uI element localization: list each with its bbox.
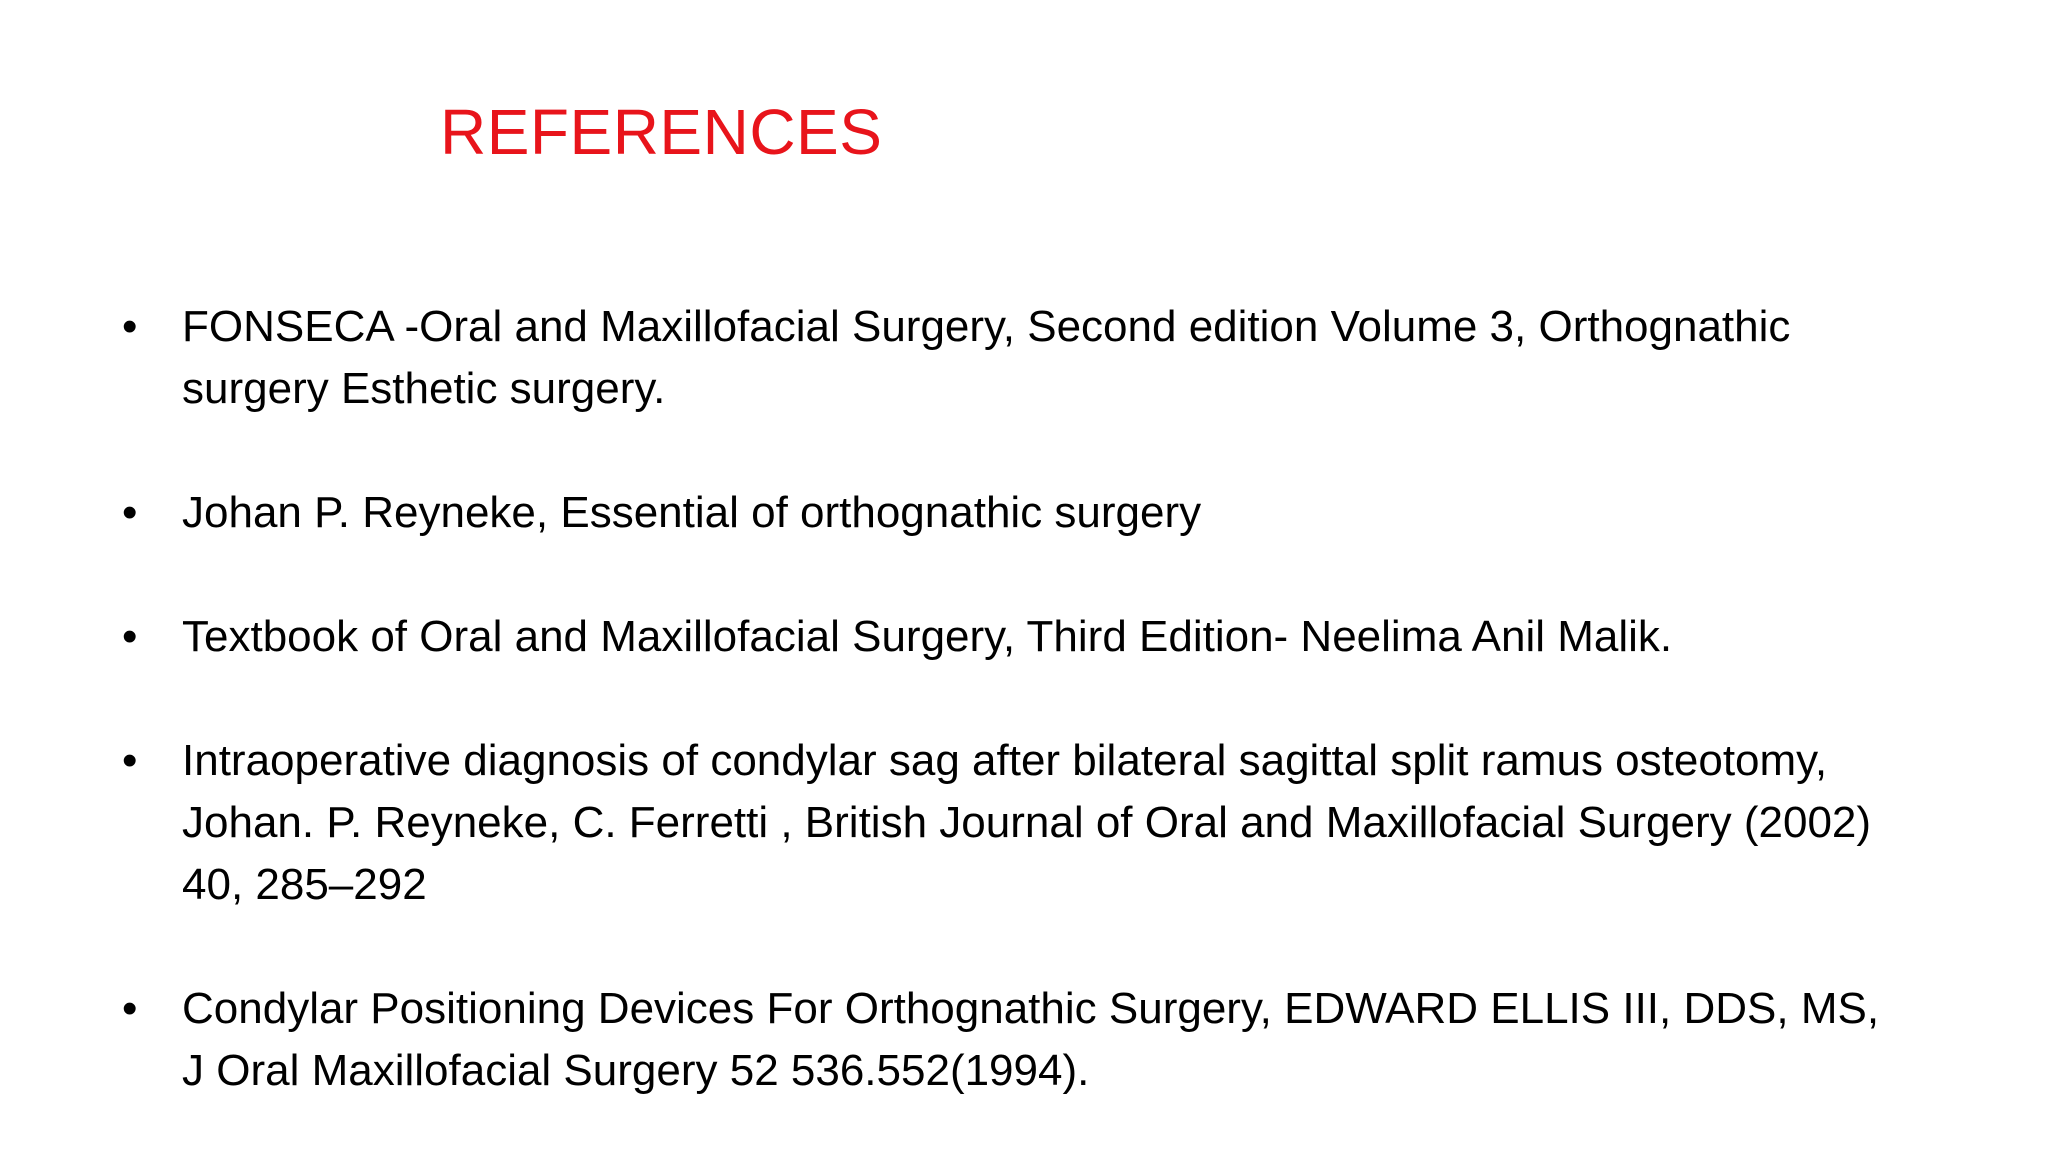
bullet-icon: • [122,302,138,351]
reference-item-2 [120,482,1900,544]
reference-list [120,296,1900,1102]
reference-item-4 [120,730,1900,916]
reference-item-5 [120,978,1900,1102]
reference-text: Johan P. Reyneke, Essential of orthognathic surgery [182,488,1202,537]
reference-text: Textbook of Oral and Maxillofacial Surgery, Third Edition- Neelima Anil Malik. [182,612,1673,661]
reference-item-3 [120,606,1900,668]
reference-item-1 [120,296,1900,420]
bullet-icon: • [122,736,138,785]
slide-title: REFERENCES [440,96,883,168]
reference-text: FONSECA -Oral and Maxillofacial Surgery, Second edition Volume 3, Orthognathic surgery Esthetic surgery. [182,302,1791,413]
reference-text: Condylar Positioning Devices For Orthognathic Surgery, EDWARD ELLIS III, DDS, MS, J Oral Maxillofacial Surgery 52 536.552(1994). [182,984,1880,1095]
bullet-icon: • [122,488,138,537]
bullet-icon: • [122,612,138,661]
reference-text: Intraoperative diagnosis of condylar sag after bilateral sagittal split ramus osteotomy, Johan. P. Reyneke, C. Ferretti , British Journal of Oral and Maxillofacial Surgery (2002) 40, 285–292 [182,736,1872,909]
bullet-icon: • [122,984,138,1033]
